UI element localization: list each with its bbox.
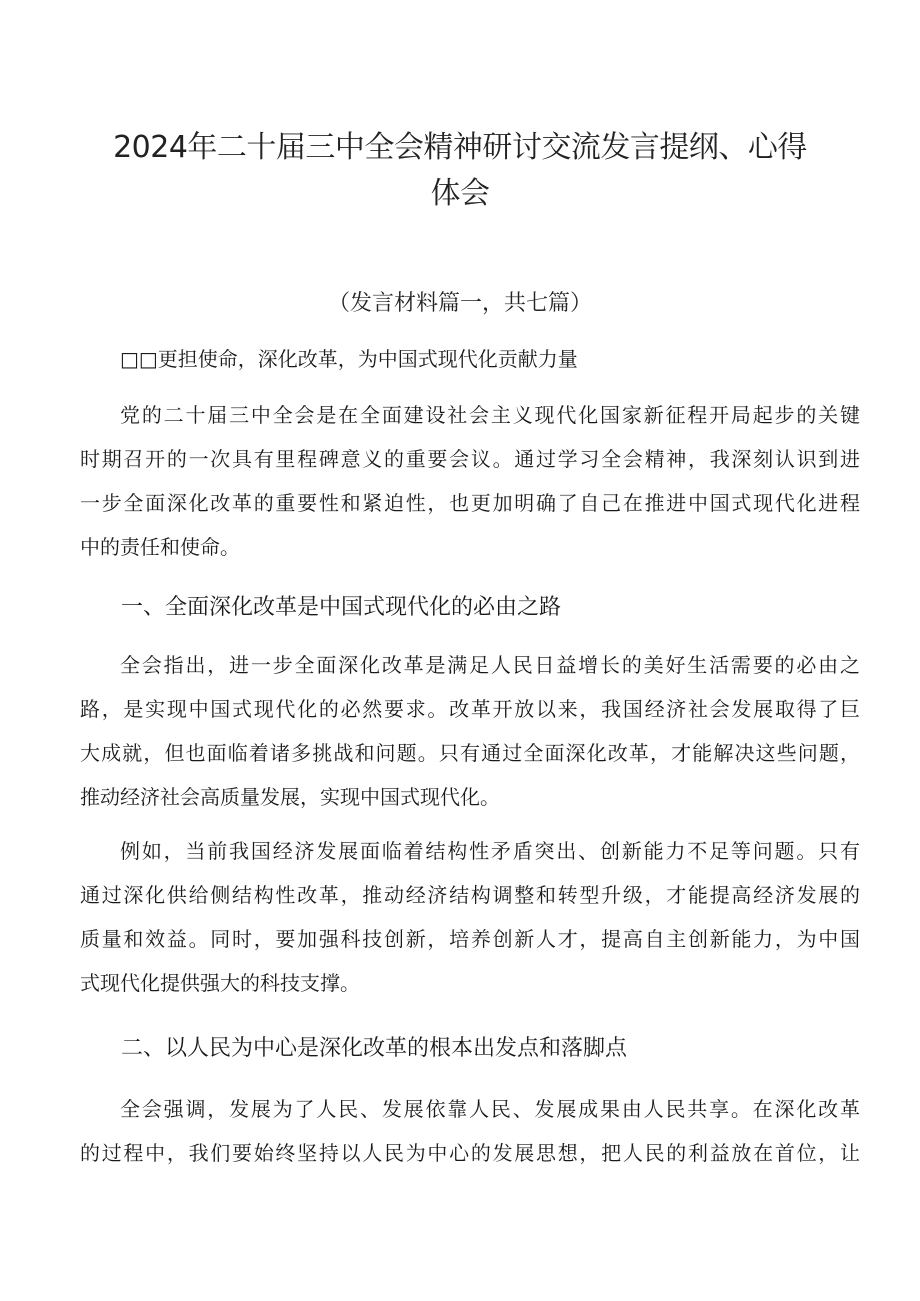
paragraph-1-line-4: 中的责任和使命。 [80, 535, 240, 559]
paragraph-2-line-4: 推动经济社会高质量发展，实现中国式现代化。 [80, 785, 500, 809]
section-heading-1: 一、全面深化改革是中国式现代化的必由之路 [121, 595, 562, 620]
paragraph-3-line-4: 式现代化提供强大的科技支撑。 [80, 971, 360, 995]
lead-line: □□更担使命，深化改革，为中国式现代化贡献力量 [120, 347, 578, 371]
paragraph-1-line-2: 时期召开的一次具有里程碑意义的重要会议。通过学习全会精神，我深刻认识到进 [80, 447, 860, 471]
paragraph-2-line-2: 路，是实现中国式现代化的必然要求。改革开放以来，我国经济社会发展取得了巨 [80, 697, 860, 721]
paragraph-4-line-2: 的过程中，我们要始终坚持以人民为中心的发展思想，把人民的利益放在首位，让 [80, 1141, 860, 1165]
paragraph-3-line-2: 通过深化供给侧结构性改革，推动经济结构调整和转型升级，才能提高经济发展的 [80, 883, 860, 907]
paragraph-2-line-3: 大成就，但也面临着诸多挑战和问题。只有通过全面深化改革，才能解决这些问题， [80, 741, 860, 765]
document-title-line-1: 2024年二十届三中全会精神研讨交流发言提纲、心得 [113, 130, 807, 165]
paragraph-1-line-3: 一步全面深化改革的重要性和紧迫性，也更加明确了自己在推进中国式现代化进程 [80, 491, 860, 515]
paragraph-2-line-1: 全会指出，进一步全面深化改革是满足人民日益增长的美好生活需要的必由之 [120, 653, 860, 677]
document-subtitle: （发言材料篇一，共七篇） [327, 291, 592, 316]
paragraph-1-line-1: 党的二十届三中全会是在全面建设社会主义现代化国家新征程开局起步的关键 [120, 403, 860, 427]
section-heading-2: 二、以人民为中心是深化改革的根本出发点和落脚点 [121, 1036, 628, 1061]
paragraph-4-line-1: 全会强调，发展为了人民、发展依靠人民、发展成果由人民共享。在深化改革 [120, 1097, 860, 1121]
document-title-line-2: 体会 [430, 176, 490, 211]
paragraph-3-line-1: 例如，当前我国经济发展面临着结构性矛盾突出、创新能力不足等问题。只有 [120, 839, 860, 863]
paragraph-3-line-3: 质量和效益。同时，要加强科技创新，培养创新人才，提高自主创新能力，为中国 [80, 927, 860, 951]
